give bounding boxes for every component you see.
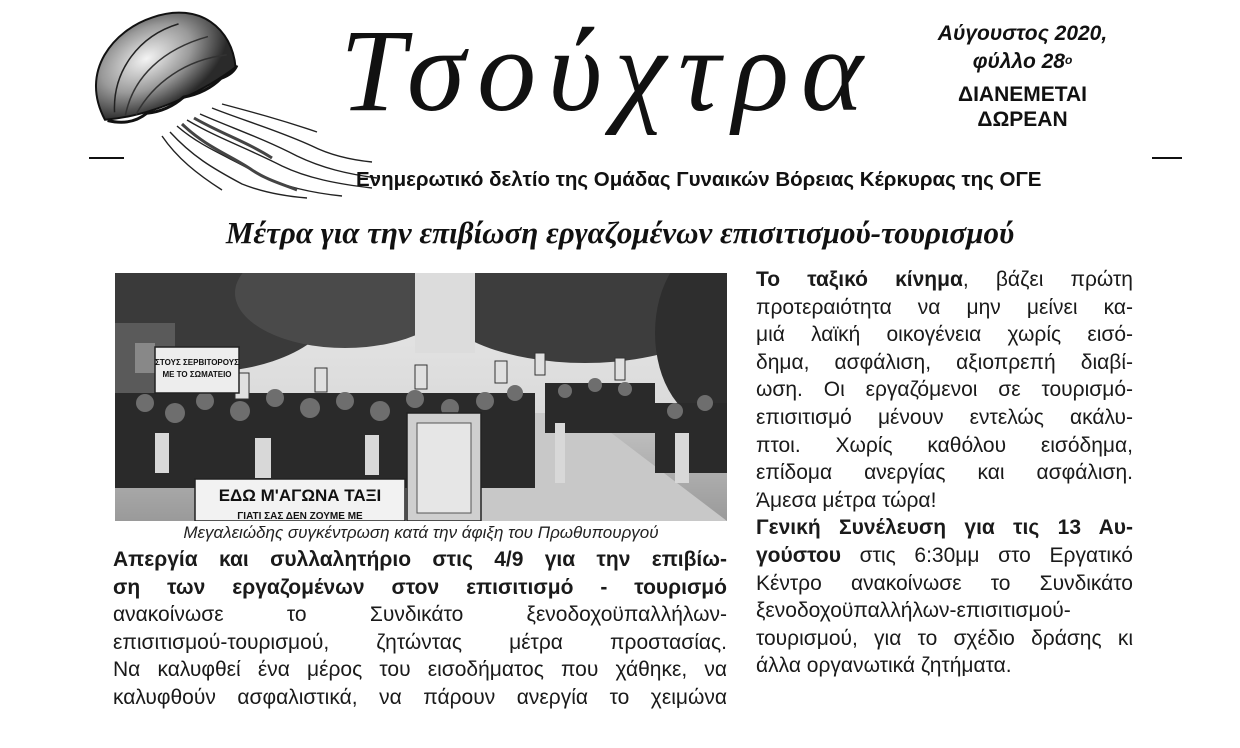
right-p1-line-8: επίδομα ανεργίας και ασφάλιση. <box>756 461 1133 485</box>
left-column-text <box>113 546 727 712</box>
right-p2-line-1: Γενική Συνέλευση για τις 13 Αυ- <box>756 516 1133 540</box>
right-p1-line-7: πτοι. Χωρίς καθόλου εισόδημα, <box>756 433 1133 457</box>
right-p2-line-2 <box>756 542 1133 570</box>
article-headline: Μέτρα για την επιβίωση εργαζομένων επισιτισμού-τουρισμού <box>225 215 1015 250</box>
photo-banner-1-line-2: ΜΕ ΤΟ ΣΩΜΑΤΕΙΟ <box>162 370 232 379</box>
newspaper-subtitle: Ενημερωτικό δελτίο της Ομάδας Γυναικών Βόρειας Κέρκυρας της ΟΓΕ <box>356 168 1042 191</box>
right-p2-bold-2: γούστου <box>756 543 841 567</box>
left-line-1: Απεργία και συλλαλητήριο στις 4/9 για την επιβίω- <box>113 548 727 571</box>
right-p2-line-4: ξενοδοχοϋπαλλήλων-επισιτισμού- <box>756 599 1071 623</box>
right-column-text <box>756 266 1133 680</box>
right-p1-line-4: δημα, ασφάλιση, αξιοπρεπή διαβί- <box>756 350 1133 374</box>
right-p2-line-6: άλλα οργανωτικά ζητήματα. <box>756 654 1012 678</box>
distribution-line-2: ΔΩΡΕΑΝ <box>977 108 1068 131</box>
masthead-rule-right <box>1152 157 1182 159</box>
left-line-5: Να καλυφθεί ένα μέρος του εισοδήματος που χάθηκε, να <box>113 658 727 682</box>
distribution-line-1: ΔΙΑΝΕΜΕΤΑΙ <box>957 83 1088 106</box>
right-p1-bold: Το ταξικό κίνημα <box>756 268 963 291</box>
left-line-4: επισιτισμού-τουρισμού, ζητώντας μέτρα προστασίας. <box>113 630 727 654</box>
issue-number-sup: ο <box>1064 53 1073 67</box>
issue-number-line <box>905 48 1140 76</box>
right-p2-line-2-rest: στις 6:30μμ στο Εργατικό <box>840 543 1133 567</box>
right-p1-line-6: επισιτισμό μένουν εντελώς ακάλυ- <box>756 405 1133 429</box>
masthead-rule-left <box>89 157 124 159</box>
issue-number: φύλλο 28 <box>972 50 1065 73</box>
left-line-3: ανακοίνωσε το Συνδικάτο ξενοδοχοϋπαλλήλων- <box>113 603 727 627</box>
right-p1-line-1-rest: , βάζει πρώτη <box>962 268 1133 291</box>
right-p1-line-2: προτεραιότητα να μην μείνει κα- <box>756 295 1133 319</box>
right-p1-line-1 <box>756 266 1133 294</box>
photo-banner-2b: ΓΙΑΤΙ ΣΑΣ ΔΕΝ ΖΟΥΜΕ ΜΕ <box>237 511 363 521</box>
right-p1-line-5: ωση. Οι εργαζόμενοι σε τουρισμό- <box>756 378 1133 402</box>
jellyfish-logo <box>82 8 382 200</box>
protest-photo <box>115 273 727 521</box>
left-line-6: καλυφθούν ασφαλιστικά, να πάρουν ανεργία το χειμώνα <box>113 685 727 709</box>
photo-caption: Μεγαλειώδης συγκέντρωση κατά την άφιξη του Πρωθυπουργού <box>183 523 659 542</box>
issue-info <box>905 20 1140 132</box>
right-p1-line-3: μιά λαϊκή οικογένεια χωρίς εισό- <box>756 323 1133 347</box>
right-p1-line-9: Άμεσα μέτρα τώρα! <box>756 488 937 512</box>
left-line-2: ση των εργαζομένων στον επισιτισμό - τουρισμό <box>113 575 727 599</box>
issue-date: Αύγουστος 2020, <box>937 22 1108 45</box>
right-p2-line-3: Κέντρο ανακοίνωσε το Συνδικάτο <box>756 571 1133 595</box>
newspaper-title: Τσούχτρα <box>340 5 875 136</box>
right-p2-line-5: τουρισμού, για το σχέδιο δράσης κι <box>756 626 1133 650</box>
photo-banner-1-line-1: ΣΤΟΥΣ ΣΕΡΒΙΤΟΡΟΥΣ <box>155 358 239 367</box>
photo-banner-2: ΕΔΩ Μ'ΑΓΩΝΑ ΤΑΞΙ <box>218 486 382 505</box>
